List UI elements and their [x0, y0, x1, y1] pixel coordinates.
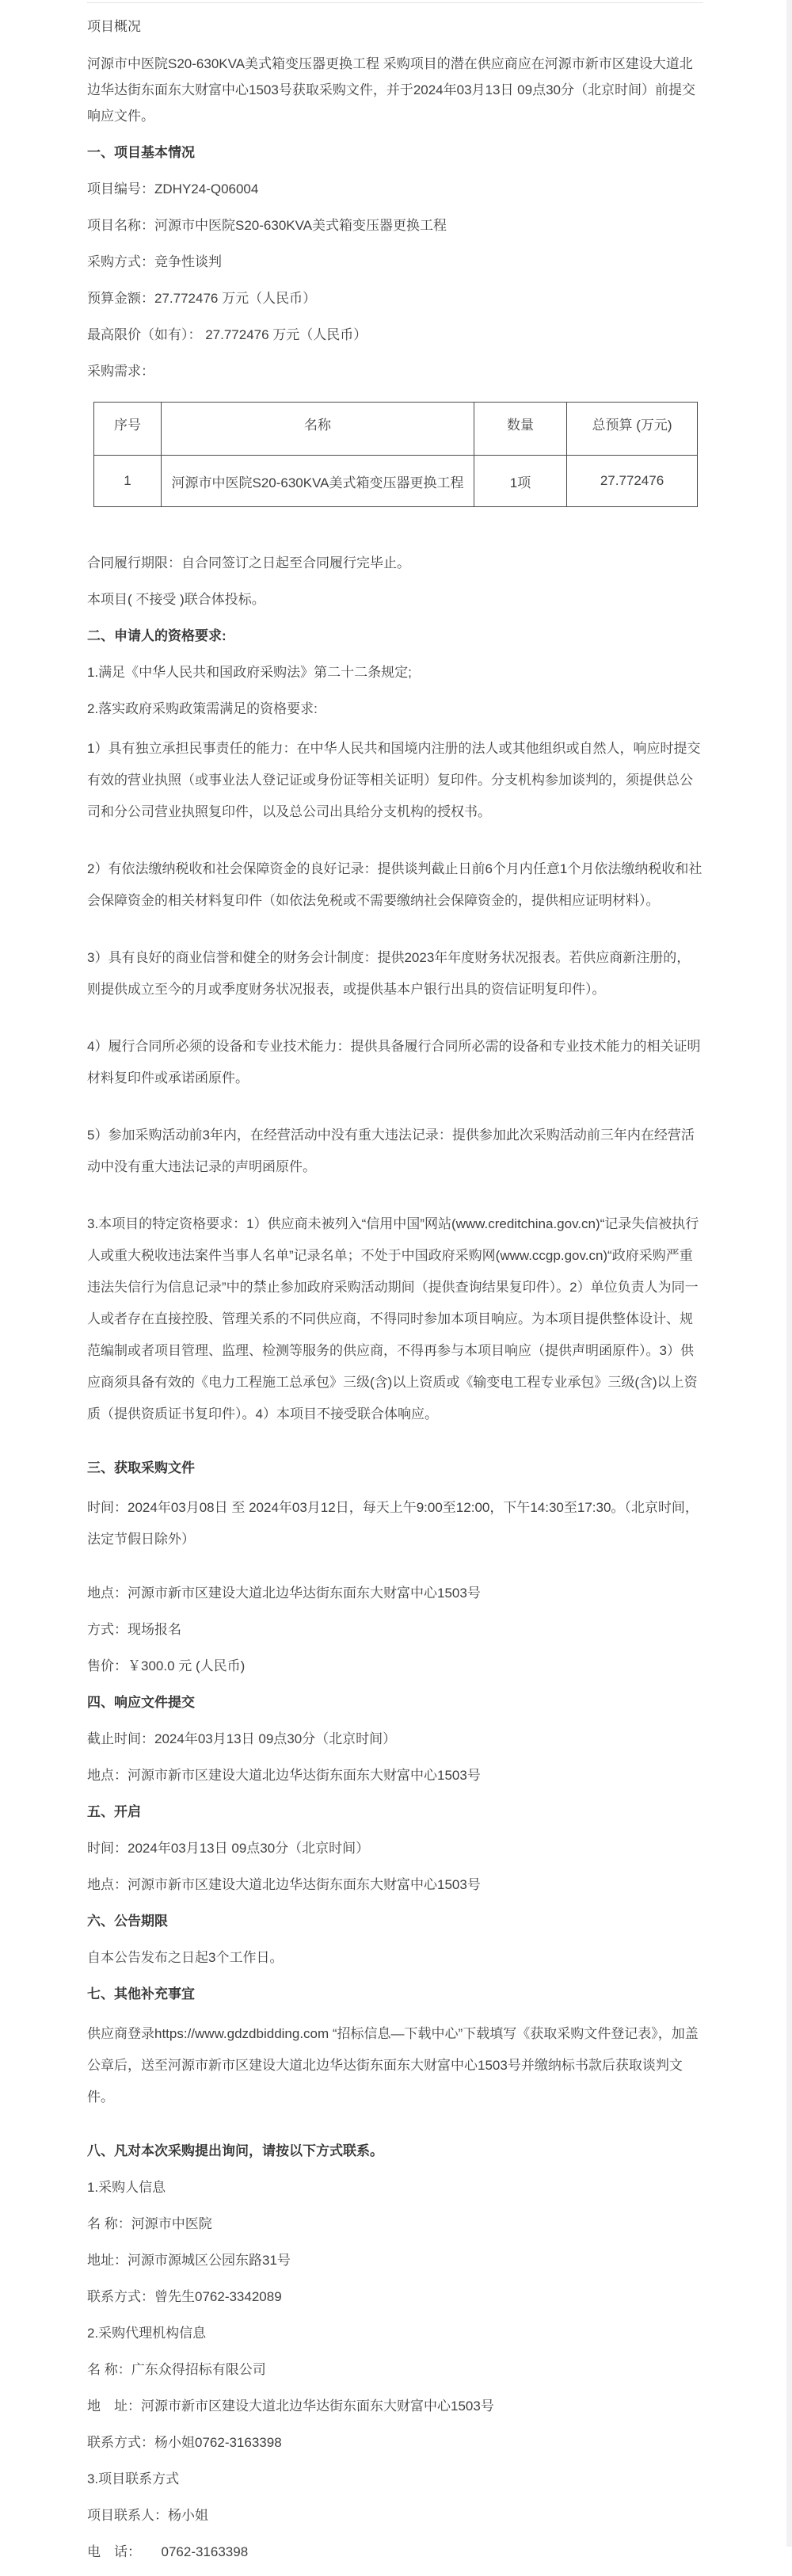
agency-name: 名 称：广东众得招标有限公司 — [87, 2362, 266, 2377]
cell-qty: 1项 — [474, 456, 567, 507]
demand-table-header-row — [94, 403, 698, 456]
project-code: 项目编号：ZDHY24-Q06004 — [87, 181, 259, 197]
cell-budget: 27.772476 — [567, 456, 698, 507]
obtain-time: 时间：2024年03月08日 至 2024年03月12日，每天上午9:00至12:00，下午14:30至17:30。（北京时间，法定节假日除外） — [87, 1500, 699, 1547]
section-duration-heading: 六、公告期限 — [87, 1914, 168, 1929]
qualification-item-1: 1.满足《中华人民共和国政府采购法》第二十二条规定; — [87, 665, 412, 680]
project-contact-person: 项目联系人：杨小姐 — [87, 2508, 208, 2523]
col-header-index: 序号 — [94, 403, 162, 456]
top-divider — [87, 2, 703, 3]
qualification-item-3: 3.本项目的特定资格要求：1）供应商未被列入“信用中国”网站(www.creditchina.gov.cn)“记录失信被执行人或重大税收违法案件当事人名单”记录名单；不处于中国政府采购网(www.ccgp.gov.cn)“政府采购严重违法失信行为信息记录”中的禁止参加政府采购活动期间（提供查询结果复印件）。2）单位负责人为同一人或者存在直接控股、管理关系的不同供应商，不得同时参加本项目响应。为本项目提供整体设计、规范编制或者项目管理、监理、检测等服务的供应商，不得再参与本项目响应（提供声明函原件）。3）供应商须具备有效的《电力工程施工总承包》三级(含)以上资质或《输变电工程专业承包》三级(含)以上资质（提供资质证书复印件）。4）本项目不接受联合体响应。 — [87, 1216, 699, 1422]
section-qualification-heading: 二、申请人的资格要求: — [87, 628, 227, 643]
section-basic-heading: 一、项目基本情况 — [87, 145, 195, 160]
section-contact-heading: 八、凡对本次采购提出询问，请按以下方式联系。 — [87, 2143, 383, 2158]
joint-bid-note: 本项目( 不接受 )联合体投标。 — [87, 592, 265, 607]
obtain-price: 售价：￥300.0 元 (人民币) — [87, 1658, 246, 1673]
demand-label: 采购需求： — [87, 364, 154, 379]
col-header-budget: 总预算 (万元) — [567, 403, 698, 456]
overview-intro: 河源市中医院S20-630KVA美式箱变压器更换工程 采购项目的潜在供应商应在河源市新市区建设大道北边华达街东面东大财富中心1503号获取采购文件，并于2024年03月13日 09点30分（北京时间）前提交响应文件。 — [87, 56, 695, 124]
opening-place: 地点：河源市新市区建设大道北边华达街东面东大财富中心1503号 — [87, 1877, 481, 1892]
section-obtain-heading: 三、获取采购文件 — [87, 1460, 195, 1475]
contract-term: 合同履行期限：自合同签订之日起至合同履行完毕止。 — [87, 555, 410, 571]
section-submit-heading: 四、响应文件提交 — [87, 1695, 195, 1710]
submit-deadline: 截止时间：2024年03月13日 09点30分（北京时间） — [87, 1731, 397, 1746]
other-body: 供应商登录https://www.gdzdbidding.com “招标信息—下载中心”下载填写《获取采购文件登记表》，加盖公章后，送至河源市新市区建设大道北边华达街东面东大财富中心1503号并缴纳标书款后获取谈判文件。 — [87, 2026, 699, 2105]
project-contact-label: 3.项目联系方式 — [87, 2471, 180, 2486]
obtain-way: 方式：现场报名 — [87, 1622, 181, 1637]
purchaser-name: 名 称：河源市中医院 — [87, 2216, 212, 2231]
project-contact-tel: 电 话： 0762-3163398 — [87, 2544, 249, 2559]
obtain-place: 地点：河源市新市区建设大道北边华达街东面东大财富中心1503号 — [87, 1586, 481, 1601]
agency-tel: 联系方式：杨小姐0762-3163398 — [87, 2435, 282, 2450]
qualification-item-2-5: 5）参加采购活动前3年内，在经营活动中没有重大违法记录：提供参加此次采购活动前三年内在经营活动中没有重大违法记录的声明函原件。 — [87, 1128, 695, 1174]
procurement-method: 采购方式：竞争性谈判 — [87, 254, 222, 269]
qualification-item-2-2: 2）有依法缴纳税收和社会保障资金的良好记录：提供谈判截止日前6个月内任意1个月依法缴纳税收和社会保障资金的相关材料复印件（如依法免税或不需要缴纳社会保障资金的，提供相应证明材料）。 — [87, 861, 703, 908]
budget-amount: 预算金额：27.772476 万元（人民币） — [87, 291, 317, 306]
qualification-item-2: 2.落实政府采购政策需满足的资格要求: — [87, 701, 318, 716]
col-header-qty: 数量 — [474, 403, 567, 456]
purchaser-tel: 联系方式：曾先生0762-3342089 — [87, 2289, 282, 2304]
table-row — [94, 456, 698, 507]
qualification-item-2-4: 4）履行合同所必须的设备和专业技术能力：提供具备履行合同所必需的设备和专业技术能力的相关证明材料复印件或承诺函原件。 — [87, 1039, 701, 1086]
announcement-content — [87, 14, 703, 2576]
agency-label: 2.采购代理机构信息 — [87, 2326, 207, 2341]
project-name: 项目名称：河源市中医院S20-630KVA美式箱变压器更换工程 — [87, 218, 447, 233]
max-price: 最高限价（如有）： 27.772476 万元（人民币） — [87, 327, 367, 342]
overview-label: 项目概况 — [87, 19, 141, 34]
cell-index: 1 — [94, 456, 162, 507]
scrollbar-track[interactable] — [786, 0, 792, 2547]
submit-place: 地点：河源市新市区建设大道北边华达街东面东大财富中心1503号 — [87, 1768, 481, 1783]
section-other-heading: 七、其他补充事宜 — [87, 1986, 195, 2002]
purchaser-address: 地址：河源市源城区公园东路31号 — [87, 2253, 291, 2268]
purchaser-label: 1.采购人信息 — [87, 2180, 166, 2195]
section-opening-heading: 五、开启 — [87, 1804, 141, 1819]
agency-address: 地 址：河源市新市区建设大道北边华达街东面东大财富中心1503号 — [87, 2399, 494, 2414]
duration-body: 自本公告发布之日起3个工作日。 — [87, 1950, 284, 1965]
col-header-name: 名称 — [162, 403, 474, 456]
demand-table — [93, 402, 698, 507]
opening-time: 时间：2024年03月13日 09点30分（北京时间） — [87, 1841, 370, 1856]
cell-name: 河源市中医院S20-630KVA美式箱变压器更换工程 — [162, 456, 474, 507]
qualification-item-2-3: 3）具有良好的商业信誉和健全的财务会计制度：提供2023年年度财务状况报表。若供应商新注册的，则提供成立至今的月或季度财务状况报表，或提供基本户银行出具的资信证明复印件）。 — [87, 950, 691, 997]
qualification-item-2-1: 1）具有独立承担民事责任的能力：在中华人民共和国境内注册的法人或其他组织或自然人，响应时提交有效的营业执照（或事业法人登记证或身份证等相关证明）复印件。分支机构参加谈判的，须提供总公司和分公司营业执照复印件，以及总公司出具给分支机构的授权书。 — [87, 741, 701, 819]
